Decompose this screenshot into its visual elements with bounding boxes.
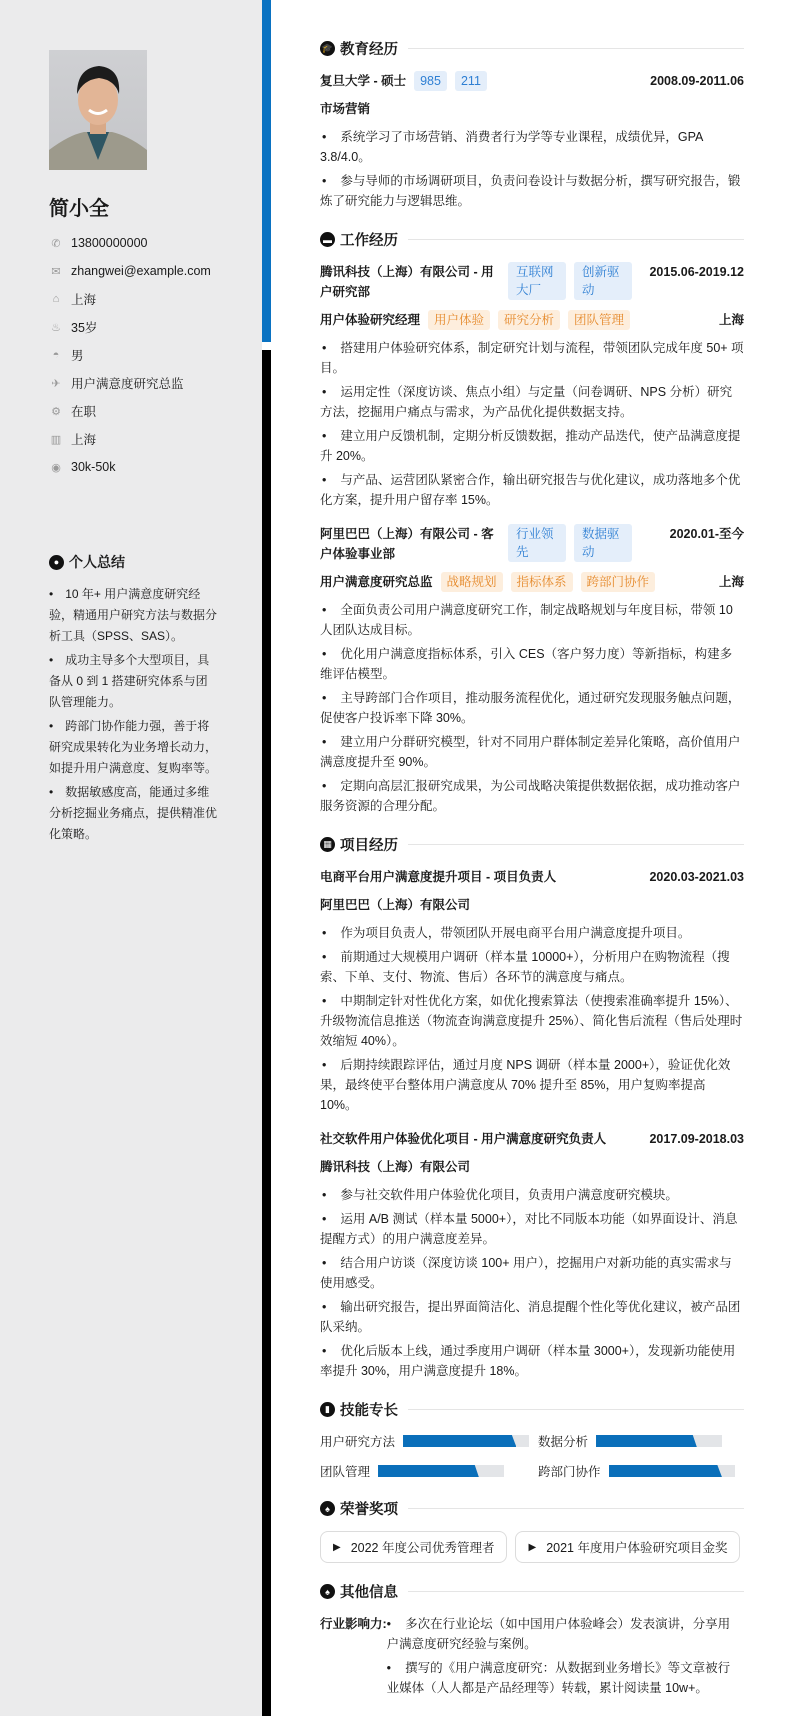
skill-bar-fill bbox=[403, 1435, 516, 1447]
work-section bbox=[320, 229, 744, 816]
skill-bar-fill bbox=[596, 1435, 697, 1447]
job-header bbox=[320, 262, 744, 302]
bullet-item: • 作为项目负责人，带领团队开展电商平台用户满意度提升项目。 bbox=[320, 923, 744, 943]
bullet-item: • 前期通过大规模用户调研（样本量 10000+），分析用户在购物流程（搜索、下单、支付、物流、售后）各环节的满意度与痛点。 bbox=[320, 947, 744, 987]
project-name: 电商平台用户满意度提升项目 - 项目负责人 bbox=[320, 870, 557, 884]
award-icon: ♠ bbox=[320, 1501, 335, 1516]
user-icon: ● bbox=[49, 555, 64, 570]
section-title: 技能专长 bbox=[340, 1403, 398, 1419]
avatar-photo bbox=[49, 50, 147, 170]
contact-row bbox=[49, 369, 211, 397]
home-icon: ⌂ bbox=[52, 293, 60, 305]
bullet-item: • 运用 A/B 测试（样本量 5000+），对比不同版本功能（如界面设计、消息提醒方式）的用户满意度差异。 bbox=[320, 1209, 744, 1249]
job-bullets bbox=[320, 338, 744, 510]
bullet-item: • 中期制定针对性优化方案，如优化搜索算法（使搜索准确率提升 15%）、升级物流信息推送（物流查询满意度提升 25%）、简化售后流程（售后处理时效缩短 40%）。 bbox=[320, 991, 744, 1051]
award-text: 2021 年度用户体验研究项目金奖 bbox=[546, 1541, 728, 1555]
job-bullets bbox=[320, 600, 744, 816]
tag: 创新驱动 bbox=[574, 262, 632, 300]
date: 2020.03-2021.03 bbox=[649, 870, 744, 884]
project-header bbox=[320, 1129, 744, 1149]
award-item bbox=[515, 1531, 740, 1563]
contact-row bbox=[49, 313, 211, 341]
skill-name: 跨部门协作 bbox=[538, 1465, 601, 1479]
skill-tag: 用户体验 bbox=[428, 310, 490, 330]
tag: 行业领先 bbox=[508, 524, 566, 562]
project-bullets bbox=[320, 923, 744, 1115]
bullet-item: • 成功主导多个大型项目，具备从 0 到 1 搭建研究体系与团队管理能力。 bbox=[49, 650, 219, 713]
role: 用户体验研究经理 bbox=[320, 313, 421, 327]
projects-section bbox=[320, 834, 744, 1381]
gender-icon: ◓ bbox=[52, 349, 60, 361]
bullet-item: • 搭建用户体验研究体系，制定研究计划与流程，带领团队完成年度 50+ 项目。 bbox=[320, 338, 744, 378]
skill-tag: 研究分析 bbox=[498, 310, 560, 330]
bullet-item: • 跨部门协作能力强，善于将研究成果转化为业务增长动力，如提升用户满意度、复购率等。 bbox=[49, 716, 219, 779]
bullet-item: • 全面负责公司用户满意度研究工作，制定战略规划与年度目标，带领 10 人团队达成目标。 bbox=[320, 600, 744, 640]
bullet-item: • 撰写的《用户满意度研究：从数据到业务增长》等文章被行业媒体（人人都是产品经理等）转载，累计阅读量 10w+。 bbox=[387, 1658, 732, 1698]
bullet-item: • 主导跨部门合作项目，推动服务流程优化，通过研究发现服务触点问题，促使客户投诉率下降 30%。 bbox=[320, 688, 744, 728]
bullet-item: • 多次在行业论坛（如中国用户体验峰会）发表演讲，分享用户满意度研究经验与案例。 bbox=[387, 1614, 732, 1654]
contact-list bbox=[49, 229, 211, 481]
tag: 985 bbox=[414, 71, 447, 91]
contact-text: 35岁 bbox=[71, 321, 98, 335]
skill-bar bbox=[378, 1465, 504, 1477]
skill-item bbox=[320, 1432, 538, 1450]
education-section bbox=[320, 38, 744, 211]
school-name: 复旦大学 - 硕士 bbox=[320, 74, 407, 88]
contact-row bbox=[49, 341, 211, 369]
other-section bbox=[320, 1581, 744, 1702]
project-entry bbox=[320, 1129, 744, 1381]
plane-icon: ✈ bbox=[51, 377, 61, 390]
bullet-item: • 与产品、运营团队紧密合作，输出研究报告与优化建议，成功落地多个优化方案，提升用户留存率 15%。 bbox=[320, 470, 744, 510]
contact-row bbox=[49, 285, 211, 313]
bullet-item: • 建立用户反馈机制，定期分析反馈数据，推动产品迭代，使产品满意度提升 20%。 bbox=[320, 426, 744, 466]
contact-text: zhangwei@example.com bbox=[71, 264, 211, 278]
skill-name: 用户研究方法 bbox=[320, 1435, 396, 1449]
bullet-item: • 运用定性（深度访谈、焦点小组）与定量（问卷调研、NPS 分析）研究方法，挖掘用户痛点与需求，为产品优化提供数据支持。 bbox=[320, 382, 744, 422]
role: 用户满意度研究总监 bbox=[320, 575, 433, 589]
section-title: 教育经历 bbox=[340, 42, 398, 58]
bullet-item: • 定期向高层汇报研究成果，为公司战略决策提供数据依据，成功推动客户服务资源的合理分配。 bbox=[320, 776, 744, 816]
awards-section bbox=[320, 1498, 744, 1563]
contact-text: 上海 bbox=[71, 293, 97, 307]
bullet-item: • 系统学习了市场营销、消费者行为学等专业课程，成绩优异，GPA 3.8/4.0。 bbox=[320, 127, 744, 167]
contact-row bbox=[49, 425, 211, 453]
briefcase-icon: ▬ bbox=[320, 232, 335, 247]
coin-icon: ◉ bbox=[51, 461, 61, 474]
tag: 数据驱动 bbox=[574, 524, 632, 562]
skill-item bbox=[320, 1462, 538, 1480]
accent-strip bbox=[262, 0, 271, 342]
skill-tag: 团队管理 bbox=[568, 310, 630, 330]
date: 2008.09-2011.06 bbox=[650, 74, 744, 88]
section-title: 工作经历 bbox=[340, 233, 398, 249]
skill-tag: 战略规划 bbox=[441, 572, 503, 592]
chart-icon: ▮ bbox=[320, 1402, 335, 1417]
summary-list bbox=[49, 584, 219, 845]
company-name: 腾讯科技（上海）有限公司 - 用户研究部 bbox=[320, 265, 494, 299]
job-role-row bbox=[320, 310, 744, 330]
contact-row bbox=[49, 397, 211, 425]
summary-title: 个人总结 bbox=[69, 554, 125, 570]
award-item bbox=[320, 1531, 507, 1563]
dark-strip bbox=[262, 350, 271, 1716]
other-bullets bbox=[387, 1614, 732, 1702]
bullet-item: • 后期持续跟踪评估，通过月度 NPS 调研（样本量 2000+），验证优化效果，最终使平台整体用户满意度从 70% 提升至 85%，用户复购率提高 10%。 bbox=[320, 1055, 744, 1115]
contact-row bbox=[49, 257, 211, 285]
project-header bbox=[320, 867, 744, 887]
award-text: 2022 年度公司优秀管理者 bbox=[350, 1541, 495, 1555]
date: 2020.01-至今 bbox=[669, 527, 744, 541]
education-bullets bbox=[320, 127, 744, 211]
date: 2015.06-2019.12 bbox=[649, 265, 744, 279]
main-content bbox=[320, 38, 744, 1702]
bullet-item: • 结合用户访谈（深度访谈 100+ 用户），挖掘用户对新功能的真实需求与使用感受。 bbox=[320, 1253, 744, 1293]
tag: 211 bbox=[455, 71, 487, 91]
contact-text: 在职 bbox=[71, 405, 97, 419]
job-header bbox=[320, 524, 744, 564]
candidate-name: 简小全 bbox=[49, 198, 109, 220]
skill-bar-fill bbox=[609, 1465, 722, 1477]
skill-tag: 指标体系 bbox=[511, 572, 573, 592]
phone-icon: ✆ bbox=[51, 237, 61, 250]
bullet-item: • 数据敏感度高，能通过多维分析挖掘业务痛点，提供精准优化策略。 bbox=[49, 782, 219, 845]
bullet-item: • 优化用户满意度指标体系，引入 CES（客户努力度）等新指标，构建多维评估模型。 bbox=[320, 644, 744, 684]
contact-text: 男 bbox=[71, 349, 84, 363]
contact-row bbox=[49, 229, 211, 257]
graduation-cap-icon: 🎓 bbox=[320, 41, 335, 56]
skill-bar-fill bbox=[378, 1465, 479, 1477]
contact-text: 上海 bbox=[71, 433, 97, 447]
skill-item bbox=[538, 1432, 744, 1450]
sidebar bbox=[0, 0, 262, 1716]
skill-item bbox=[538, 1462, 744, 1480]
skill-bar bbox=[609, 1465, 735, 1477]
skill-bar bbox=[403, 1435, 529, 1447]
project-name: 社交软件用户体验优化项目 - 用户满意度研究负责人 bbox=[320, 1132, 607, 1146]
triangle-icon: ▶ bbox=[333, 1541, 341, 1553]
city: 上海 bbox=[718, 313, 744, 327]
skill-name: 团队管理 bbox=[320, 1465, 371, 1479]
summary-section bbox=[49, 552, 219, 848]
tag: 互联网大厂 bbox=[508, 262, 566, 300]
major: 市场营销 bbox=[320, 102, 371, 116]
grid-icon: ▦ bbox=[320, 837, 335, 852]
bullet-item: • 输出研究报告，提出界面简洁化、消息提醒个性化等优化建议，被产品团队采纳。 bbox=[320, 1297, 744, 1337]
triangle-icon: ▶ bbox=[528, 1541, 537, 1553]
skill-bar bbox=[596, 1435, 722, 1447]
section-title: 项目经历 bbox=[340, 838, 398, 854]
section-title: 其他信息 bbox=[340, 1585, 398, 1601]
bullet-item: • 参与导师的市场调研项目，负责问卷设计与数据分析，撰写研究报告，锻炼了研究能力与逻辑思维。 bbox=[320, 171, 744, 211]
job-entry bbox=[320, 524, 744, 816]
other-label: 行业影响力: bbox=[320, 1617, 387, 1631]
job-role-row bbox=[320, 572, 744, 592]
project-company: 阿里巴巴（上海）有限公司 bbox=[320, 898, 471, 912]
 bbox=[320, 524, 632, 564]
bullet-item: • 10 年+ 用户满意度研究经验，精通用户研究方法与数据分析工具（SPSS、SAS）。 bbox=[49, 584, 219, 647]
bullet-item: • 参与社交软件用户体验优化项目，负责用户满意度研究模块。 bbox=[320, 1185, 744, 1205]
bullet-item: • 优化后版本上线，通过季度用户调研（样本量 3000+），发现新功能使用率提升 30%，用户满意度提升 18%。 bbox=[320, 1341, 744, 1381]
project-bullets bbox=[320, 1185, 744, 1381]
project-entry bbox=[320, 867, 744, 1115]
 bbox=[320, 262, 632, 302]
contact-text: 用户满意度研究总监 bbox=[71, 377, 184, 391]
contact-row bbox=[49, 453, 211, 481]
contact-text: 30k-50k bbox=[71, 460, 116, 474]
contact-text: 13800000000 bbox=[71, 236, 148, 250]
 bbox=[320, 572, 655, 592]
cake-icon: ♨ bbox=[51, 321, 61, 334]
company-name: 阿里巴巴（上海）有限公司 - 客户体验事业部 bbox=[320, 527, 494, 561]
 bbox=[320, 310, 630, 330]
skill-tag: 跨部门协作 bbox=[581, 572, 656, 592]
city: 上海 bbox=[718, 575, 744, 589]
section-title: 荣誉奖项 bbox=[340, 1502, 398, 1518]
date: 2017.09-2018.03 bbox=[649, 1132, 744, 1146]
info-icon: ♠ bbox=[320, 1584, 335, 1599]
building-icon: ▥ bbox=[50, 433, 62, 446]
project-company: 腾讯科技（上海）有限公司 bbox=[320, 1160, 471, 1174]
bullet-item: • 建立用户分群研究模型，针对不同用户群体制定差异化策略，高价值用户满意度提升至 90%。 bbox=[320, 732, 744, 772]
mail-icon: ✉ bbox=[51, 265, 61, 278]
gear-icon: ⚙ bbox=[51, 405, 61, 418]
skills-section bbox=[320, 1399, 744, 1480]
job-entry bbox=[320, 262, 744, 510]
skill-name: 数据分析 bbox=[538, 1435, 589, 1449]
